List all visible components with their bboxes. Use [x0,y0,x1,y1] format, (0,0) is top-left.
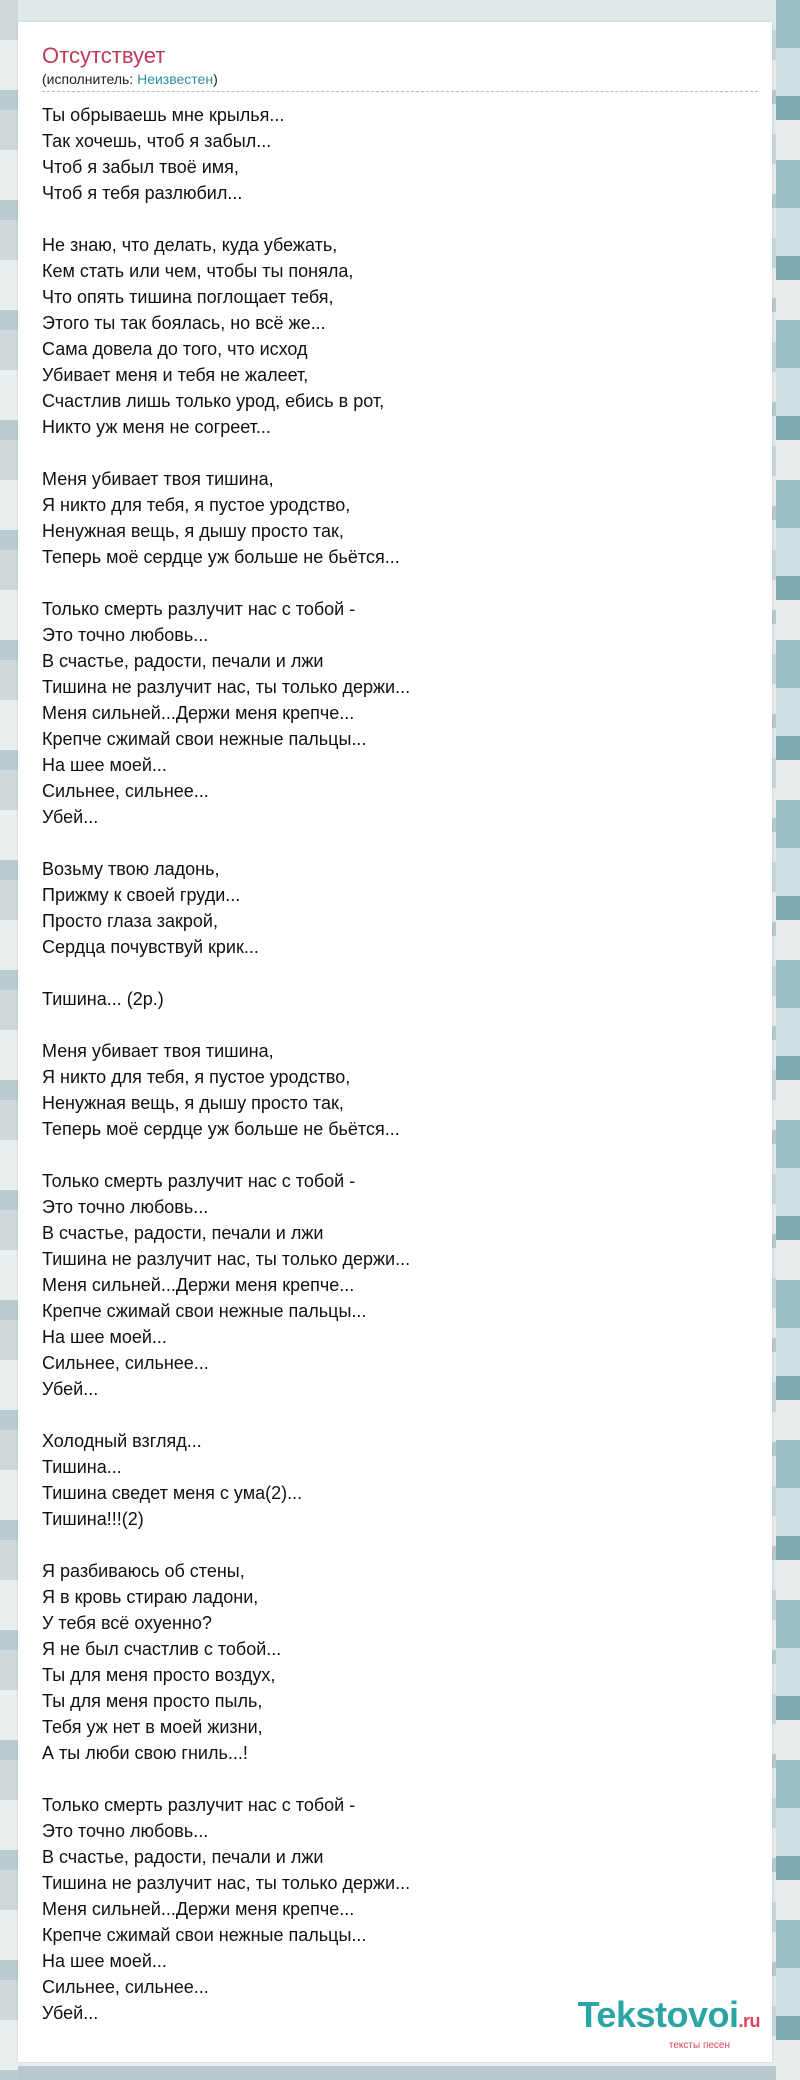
song-title: Отсутствует [42,43,166,68]
artist-suffix: ) [213,71,218,87]
watermark-name: Tekstovoi [577,1994,739,2035]
lyrics-card [18,22,772,2062]
background-stripes-right [776,0,800,2080]
site-watermark [578,1996,760,2052]
watermark-logo [578,1996,760,2040]
artist-line [42,70,758,88]
header-divider [42,91,758,92]
song-header [42,42,758,92]
watermark-tagline: тексты песен [668,2040,730,2051]
background-stripes-left [0,0,18,2080]
lyrics-text: Ты обрываешь мне крылья... Так хочешь, чтоб я забыл... Чтоб я забыл твоё имя, Чтоб я тебя разлюбил... Не знаю, что делать, куда убежать, Кем стать или чем, чтобы ты поняла, Что опять тишина поглощает тебя, Этого ты так боялась, но всё же... Сама довела до того, что исход Убивает меня и тебя не жалеет, Счастлив лишь только урод, ебись в рот, Никто уж меня не согреет... Меня убивает твоя тишина, Я никто для тебя, я пустое уродство, Ненужная вещь, я дышу просто так, Теперь моё сердце уж больше не бьётся... Только смерть разлучит нас с тобой - Это точно любовь... В счастье, радости, печали и лжи Тишина не разлучит нас, ты только держи... Меня сильней...Держи меня крепче... Крепче сжимай свои нежные пальцы... На шее моей... Сильнее, сильнее... Убей... Возьму твою ладонь, Прижму к своей груди... Просто глаза закрой, Сердца почувствуй крик... Тишина... (2р.) Меня убивает твоя тишина, Я никто для тебя, я пустое уродство, Ненужная вещь, я дышу просто так, Теперь моё сердце уж больше не бьётся... Только смерть разлучит нас с тобой - Это точно любовь... В счастье, радости, печали и лжи Тишина не разлучит нас, ты только держи... Меня сильней...Держи меня крепче... Крепче сжимай свои нежные пальцы... На шее моей... Сильнее, сильнее... Убей... Холодный взгляд... Тишина... Тишина сведет меня с ума(2)... Тишина!!!(2) Я разбиваюсь об стены, Я в кровь стираю ладони, У тебя всё охуенно? Я не был счастлив с тобой... Ты для меня просто воздух, Ты для меня просто пыль, Тебя уж нет в моей жизни, А ты люби свою гниль...! Только смерть разлучит нас с тобой - Это точно любовь... В счастье, радости, печали и лжи Тишина не разлучит нас, ты только держи... Меня сильней...Держи меня крепче... Крепче сжимай свои нежные пальцы... На шее моей... Сильнее, сильнее... Убей... [42,105,411,2023]
artist-link[interactable]: Неизвестен [137,71,214,87]
artist-prefix: (исполнитель: [42,71,138,87]
watermark-tld: .ru [738,2011,760,2031]
